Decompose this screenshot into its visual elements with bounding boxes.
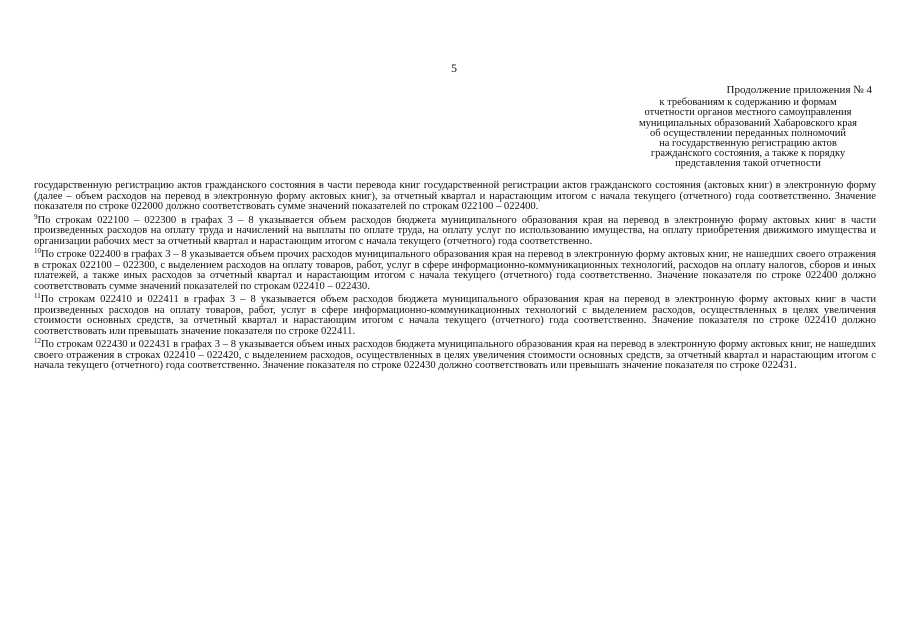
- footnote-text: По строке 022400 в графах 3 – 8 указывается объем прочих расходов муниципального образования края на перевод в электронную форму актовых книг, не нашедших своего отражения в строках 022100 – 022300, с выделением расходов на оплату товаров, работ, услуг в сфере информационно-коммуникационных технологий, расходов на оплату налогов, сборов и иных платежей, а также иных расходов за отчетный квартал и нарастающим итогом с начала текущего (отчетного) года соответственно. Значение показателя по строке 022400 должно соответствовать сумме значений показателей по строкам 022410 – 022430.: [34, 249, 876, 292]
- footnote-continuation: [34, 181, 876, 213]
- footnote-marker: 9: [34, 212, 38, 221]
- appendix-line: на государственную регистрацию актов: [659, 138, 837, 150]
- appendix-line: об осуществлении переданных полномочий: [650, 127, 846, 139]
- appendix-title: Продолжение приложения № 4: [726, 84, 872, 96]
- footnote-12: [34, 337, 876, 372]
- page-number: 5: [451, 61, 457, 75]
- footnote-text: По строкам 022410 и 022411 в графах 3 – 8 указывается объем расходов бюджета муниципального образования края на перевод в электронную форму актовых книг в части произведенных расходов на оплату товаров, работ, услуг в сфере информационно-коммуникационных технологий с выделением расходов, осуществленных в целях увеличения стоимости основных средств, за отчетный квартал и нарастающим итогом с начала текущего (отчетного) года соответственно. Значение показателя по строке 022410 должно соответствовать или превышать значение показателя по строке 022411.: [34, 294, 876, 337]
- footnote-text: государственную регистрацию актов гражданского состояния в части перевода книг государственной регистрации актов гражданского состояния (актовых книг) в электронную форму (далее – объем расходов на перевод в электронную форму актовых книг), за отчетный квартал и нарастающим итогом с начала текущего (отчетного) года соответственно. Значение показателя по строке 022000 должно соответствовать сумме значений показателей по строкам 022100 – 022400.: [34, 180, 876, 212]
- footnote-9: [34, 212, 876, 248]
- footnote-10: [34, 247, 876, 292]
- footnote-11: [34, 292, 876, 337]
- footnote-marker: 11: [34, 292, 41, 300]
- footnote-text: По строкам 022430 и 022431 в графах 3 – 8 указывается объем иных расходов бюджета муниципального образования края на перевод в электронную форму актовых книг, не нашедших своего отражения в строках 022410 – 022420, с выделением расходов, осуществленных в целях увеличения стоимости основных средств, за отчетный квартал и нарастающим итогом с начала текущего (отчетного) года соответственно. Значение показателя по строке 022430 должно соответствовать или превышать значение показателя по строке 022431.: [34, 339, 876, 371]
- appendix-line: к требованиям к содержанию и формам: [659, 97, 837, 109]
- footnote-marker: 12: [34, 337, 41, 345]
- appendix-line: муниципальных образований Хабаровского края: [638, 117, 857, 129]
- appendix-line: представления такой отчетности: [675, 158, 821, 170]
- footnotes-section: [34, 181, 876, 375]
- appendix-line: гражданского состояния, а также к порядку: [650, 148, 846, 160]
- appendix-line: отчетности органов местного самоуправления: [644, 107, 852, 119]
- footnote-marker: 10: [34, 247, 41, 255]
- footnote-text: По строкам 022100 – 022300 в графах 3 – 8 указывается объем расходов бюджета муниципального образования края на перевод в электронную форму актовых книг в части произведенных расходов на оплату труда и начислений на выплаты по оплате труда, на оплату услуг по использованию имущества, на оплату приобретения движимого имущества и организации рабочих мест за отчетный квартал и нарастающим итогом с начала текущего (отчетного) года соответственно.: [34, 214, 876, 247]
- appendix-header: [598, 85, 898, 170]
